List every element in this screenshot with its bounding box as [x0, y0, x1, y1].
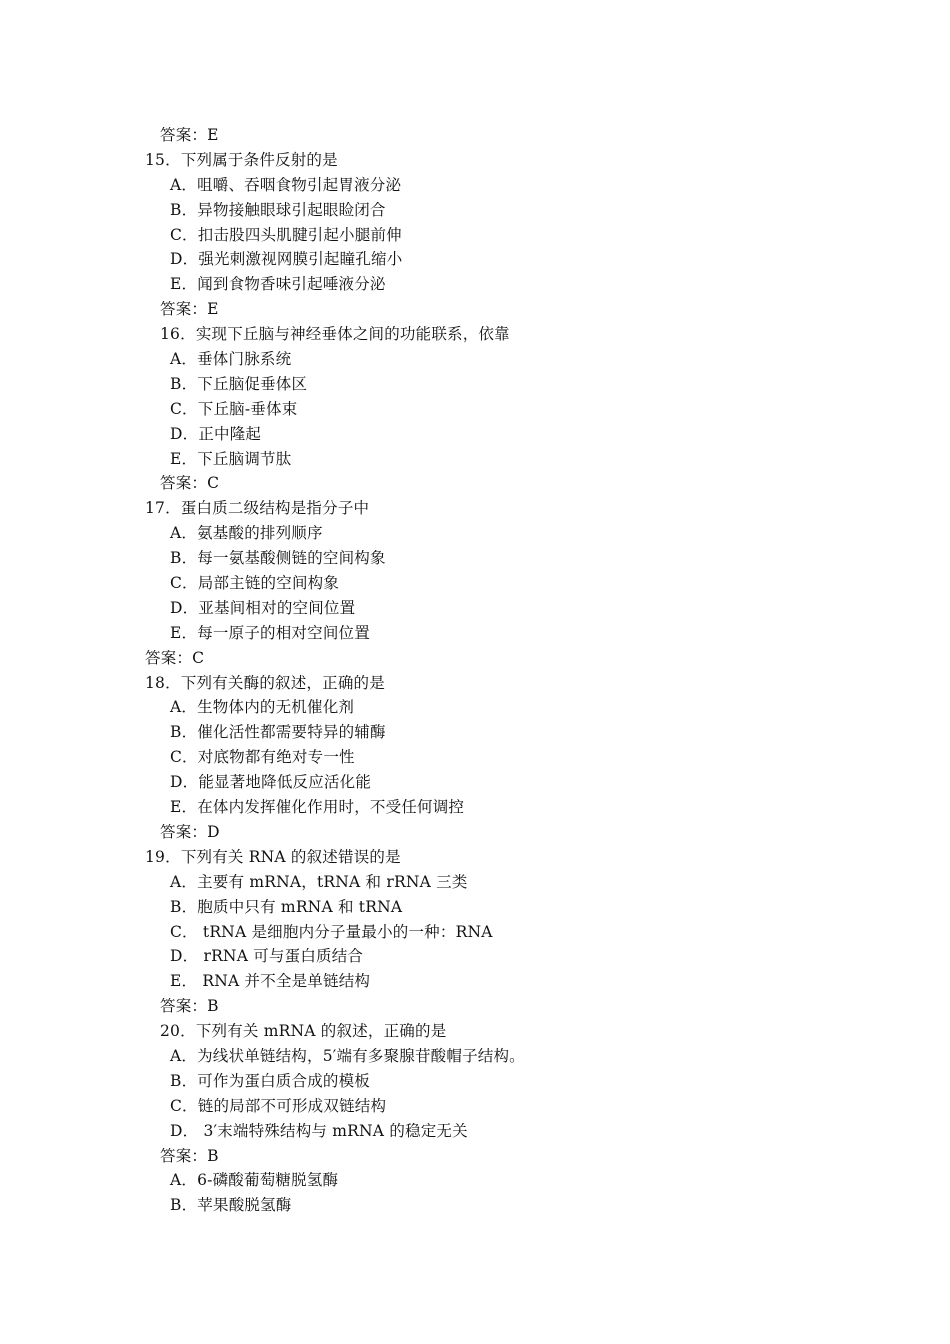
option-line: E．在体内发挥催化作用时，不受任何调控 [170, 798, 465, 817]
answer-line: 答案：B [160, 1146, 219, 1165]
option-line: B．下丘脑促垂体区 [170, 374, 308, 393]
answer-line: 答案：C [145, 648, 205, 667]
option-line: A．垂体门脉系统 [170, 350, 292, 369]
option-line: D． 3′末端特殊结构与 mRNA 的稳定无关 [170, 1121, 468, 1140]
question-stem: 16．实现下丘脑与神经垂体之间的功能联系，依靠 [160, 325, 510, 344]
option-line: E．闻到食物香味引起唾液分泌 [170, 275, 386, 294]
option-line: C．扣击股四头肌腱引起小腿前伸 [170, 225, 402, 244]
answer-line: 答案：D [160, 822, 220, 841]
option-line: B．异物接触眼球引起眼睑闭合 [170, 200, 386, 219]
question-stem: 15．下列属于条件反射的是 [145, 150, 338, 169]
question-stem: 19．下列有关 RNA 的叙述错误的是 [145, 847, 401, 866]
option-line: D．强光刺激视网膜引起瞳孔缩小 [170, 250, 403, 269]
option-line: D．亚基间相对的空间位置 [170, 598, 356, 617]
answer-line: 答案：E [160, 126, 219, 144]
option-line: D． rRNA 可与蛋白质结合 [170, 947, 364, 966]
document-page [0, 123, 950, 1218]
option-line: B．胞质中只有 mRNA 和 tRNA [170, 897, 403, 916]
option-line: A．氨基酸的排列顺序 [170, 524, 323, 543]
option-line: D．正中隆起 [170, 424, 262, 443]
option-line: E． RNA 并不全是单链结构 [170, 972, 371, 991]
option-line: C．链的局部不可形成双链结构 [170, 1096, 387, 1115]
question-stem: 17．蛋白质二级结构是指分子中 [145, 499, 370, 518]
option-line: E．下丘脑调节肽 [170, 449, 292, 468]
option-line: B．可作为蛋白质合成的模板 [170, 1071, 370, 1090]
option-line: A．为线状单链结构，5′端有多聚腺苷酸帽子结构。 [170, 1046, 525, 1065]
answer-line: 答案：C [160, 474, 220, 493]
option-line: E．每一原子的相对空间位置 [170, 623, 370, 642]
option-line: A．生物体内的无机催化剂 [170, 698, 355, 717]
option-line: C．对底物都有绝对专一性 [170, 748, 355, 767]
answer-line: 答案：B [160, 997, 219, 1016]
option-line: D．能显著地降低反应活化能 [170, 773, 372, 792]
option-line: A．咀嚼、吞咽食物引起胃液分泌 [170, 175, 402, 194]
option-line: C．下丘脑-垂体束 [170, 399, 298, 418]
option-line: C．局部主链的空间构象 [170, 574, 340, 593]
question-stem: 20．下列有关 mRNA 的叙述，正确的是 [160, 1022, 447, 1041]
option-line: A．6-磷酸葡萄糖脱氢酶 [170, 1171, 339, 1190]
answer-line: 答案：E [160, 300, 219, 319]
question-stem: 18．下列有关酶的叙述，正确的是 [145, 673, 385, 692]
option-line: B．每一氨基酸侧链的空间构象 [170, 549, 386, 568]
option-line: A．主要有 mRNA，tRNA 和 rRNA 三类 [170, 872, 468, 891]
option-line: C． tRNA 是细胞内分子量最小的一种：RNA [170, 922, 493, 941]
option-line: B．催化活性都需要特异的辅酶 [170, 723, 386, 742]
option-line: B．苹果酸脱氢酶 [170, 1196, 292, 1215]
